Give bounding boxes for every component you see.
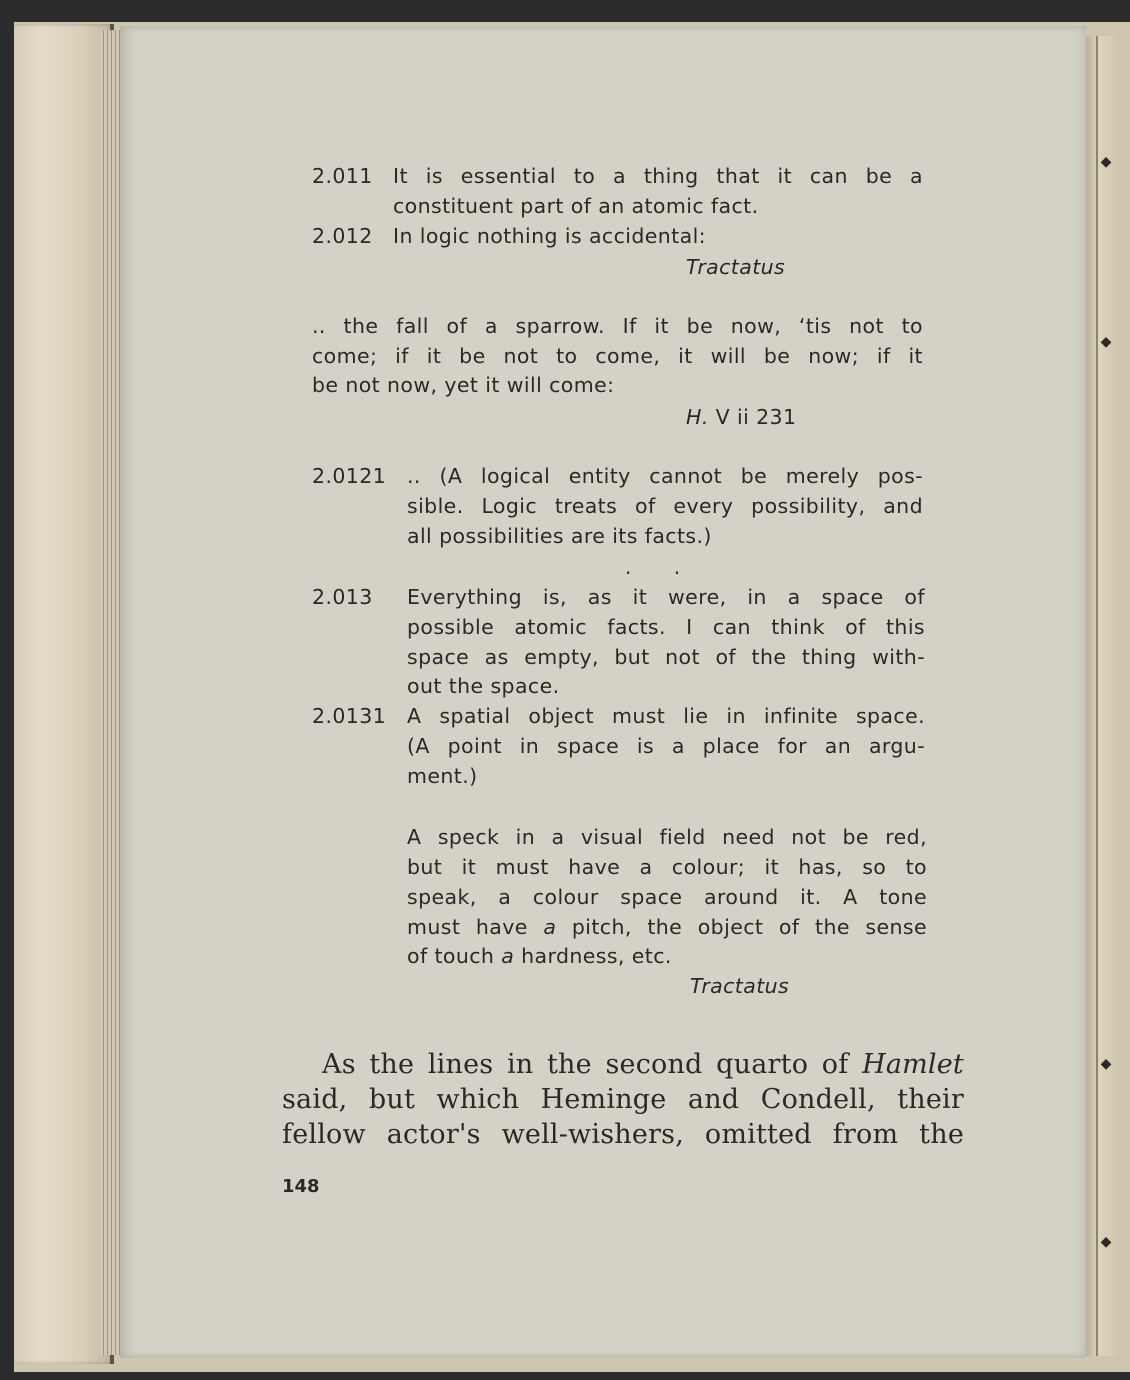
text-line: As the lines in the second quarto of Hamlet xyxy=(322,1049,964,1080)
text-line: (A point in space is a place for an argu- xyxy=(407,734,925,758)
page-number: 148 xyxy=(282,1176,320,1197)
book-spine xyxy=(14,24,114,1364)
binding-clip-icon: ◆ xyxy=(1100,1056,1112,1072)
text-line: of touch a hardness, etc. xyxy=(407,944,672,968)
text-line: Everything is, as it were, in a space of xyxy=(407,585,925,609)
text-line: be not now, yet it will come: xyxy=(312,373,615,397)
text-line: out the space. xyxy=(407,674,560,698)
binding-clip-icon: ◆ xyxy=(1100,334,1112,350)
proposition-number: 2.0131 xyxy=(312,704,387,728)
text-line: must have a pitch, the object of the sense xyxy=(407,915,927,939)
text-line: fellow actor's well-wishers, omitted from the xyxy=(282,1119,964,1150)
text-line: possible atomic facts. I can think of this xyxy=(407,615,925,639)
text-line: .. (A logical entity cannot be merely pos- xyxy=(407,464,923,488)
text-line: In logic nothing is accidental: xyxy=(393,224,706,248)
text-line: constituent part of an atomic fact. xyxy=(393,194,759,218)
page-edges xyxy=(100,30,122,1355)
citation-play: H. xyxy=(686,405,709,429)
text-line: space as empty, but not of the thing with- xyxy=(407,645,925,669)
citation: Tractatus xyxy=(686,255,786,279)
text-line: said, but which Heminge and Condell, their xyxy=(282,1084,964,1115)
text-line: all possibilities are its facts.) xyxy=(407,524,712,548)
citation-reference: V ii 231 xyxy=(715,405,797,429)
proposition-number: 2.012 xyxy=(312,224,373,248)
text-line: come; if it be not to come, it will be now; if it xyxy=(312,344,923,368)
text-line: A speck in a visual field need not be red, xyxy=(407,825,927,849)
text-line: A spatial object must lie in infinite space. xyxy=(407,704,925,728)
citation xyxy=(686,403,796,433)
text-line: but it must have a colour; it has, so to xyxy=(407,855,927,879)
text-line: It is essential to a thing that it can be a xyxy=(393,164,923,188)
text-line: sible. Logic treats of every possibility, and xyxy=(407,494,923,518)
proposition-number: 2.011 xyxy=(312,164,373,188)
binding-clip-icon: ◆ xyxy=(1100,154,1112,170)
text-line: speak, a colour space around it. A tone xyxy=(407,885,927,909)
citation: Tractatus xyxy=(690,974,790,998)
right-page-edges xyxy=(1086,36,1116,1356)
ellipsis-dots: . . xyxy=(625,555,699,579)
text-line: ment.) xyxy=(407,764,478,788)
proposition-number: 2.013 xyxy=(312,585,373,609)
proposition-number: 2.0121 xyxy=(312,464,387,488)
binding-clip-icon: ◆ xyxy=(1100,1234,1112,1250)
text-line: .. the fall of a sparrow. If it be now, ‘tis not to xyxy=(312,314,923,338)
